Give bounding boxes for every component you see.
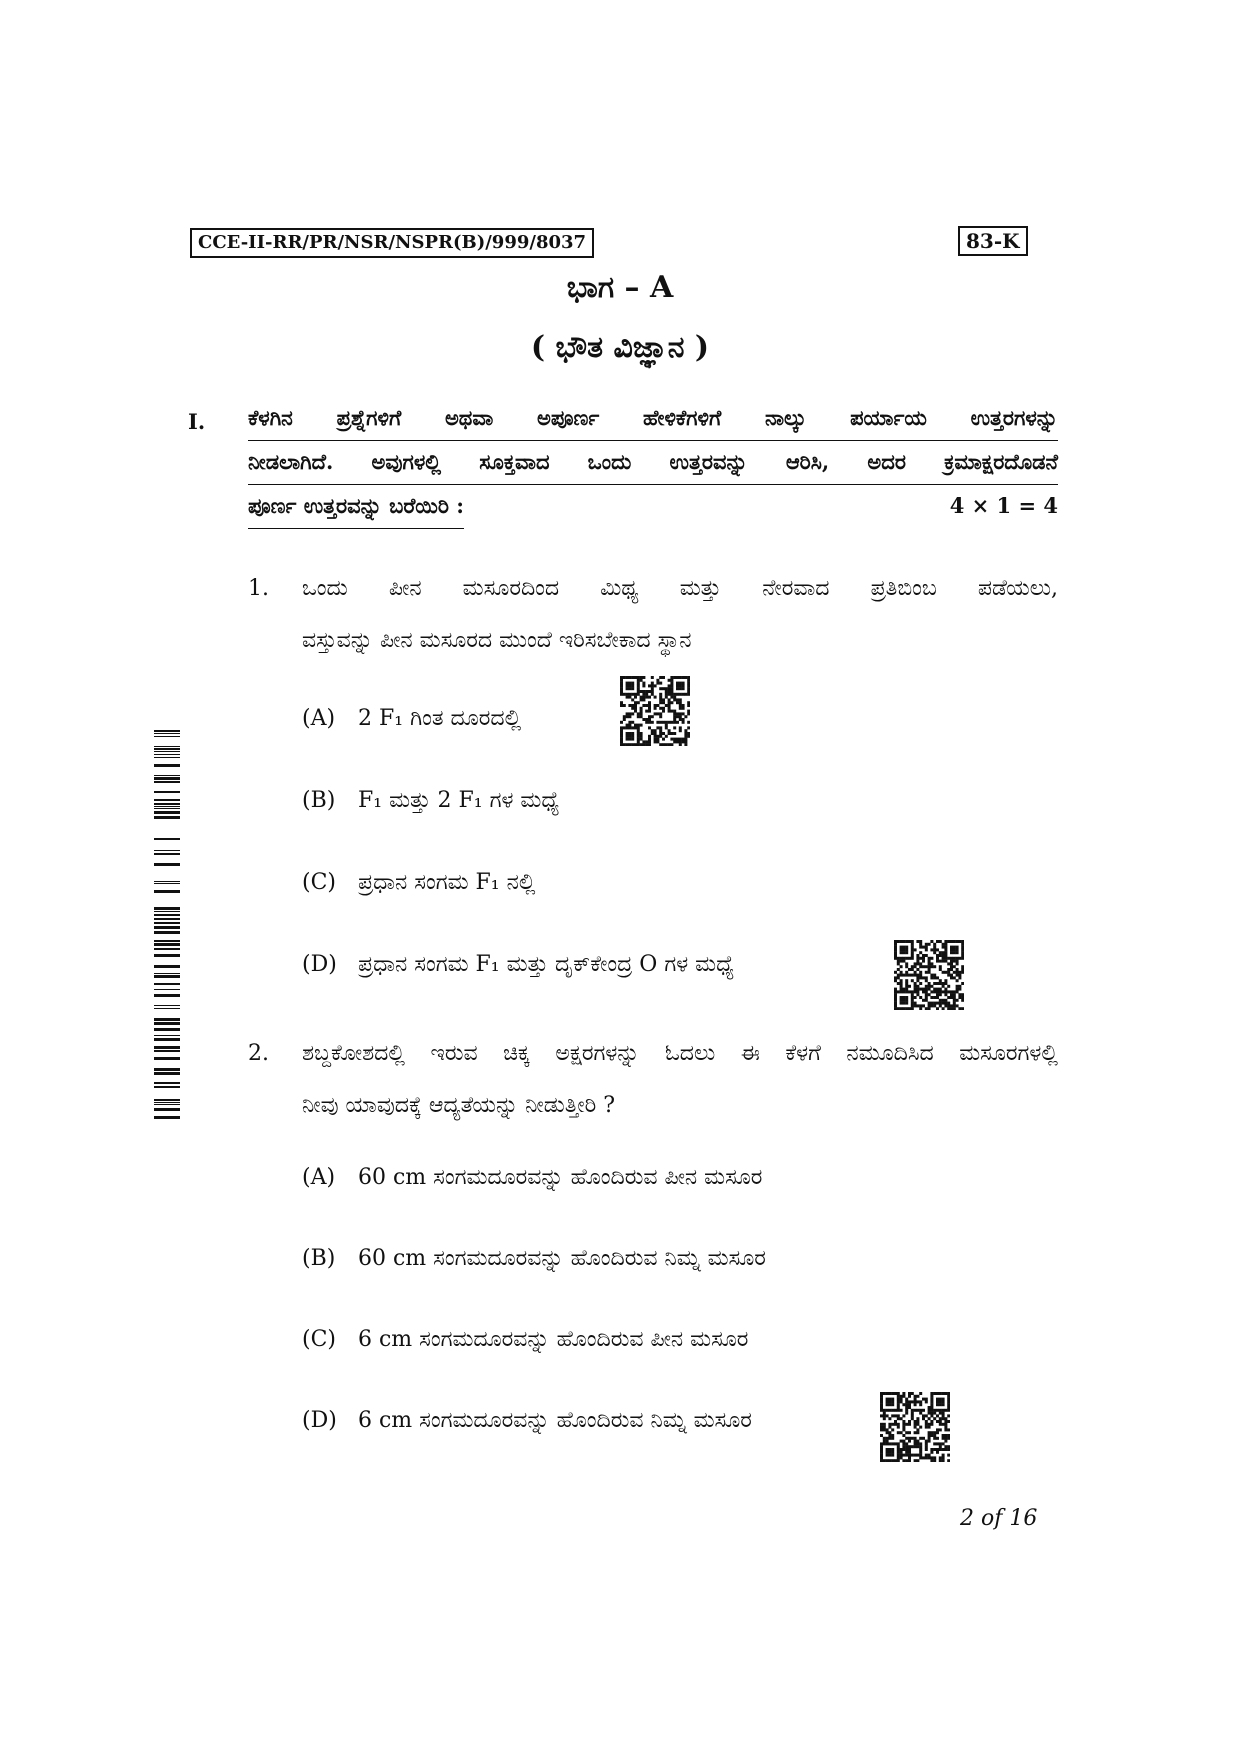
question-1-option-d	[302, 952, 734, 977]
instruction-marks: 4 × 1 = 4	[949, 493, 1058, 518]
option-text: ಪ್ರಧಾನ ಸಂಗಮ F₁ ಮತ್ತು ದೃಕ್‌ಕೇಂದ್ರ O ಗಳ ಮಧ್ಯೆ	[358, 952, 735, 977]
qr-code-icon	[894, 940, 964, 1010]
question-1-option-b	[302, 788, 559, 813]
option-text: ಪ್ರಧಾನ ಸಂಗಮ F₁ ನಲ್ಲಿ	[358, 870, 536, 895]
barcode-icon	[154, 730, 180, 1120]
question-1-number: 1.	[248, 576, 269, 601]
option-label: (C)	[302, 1327, 336, 1352]
question-2-option-c	[302, 1327, 748, 1352]
qr-code-icon	[880, 1392, 950, 1462]
option-text: F₁ ಮತ್ತು 2 F₁ ಗಳ ಮಧ್ಯೆ	[358, 788, 560, 813]
option-text: 6 cm ಸಂಗಮದೂರವನ್ನು ಹೊಂದಿರುವ ನಿಮ್ನ ಮಸೂರ	[358, 1408, 752, 1433]
qr-code-icon	[620, 676, 690, 746]
section-title: ಭಾಗ – A	[566, 270, 674, 305]
instruction-line-3: ಪೂರ್ಣ ಉತ್ತರವನ್ನು ಬರೆಯಿರಿ :	[248, 484, 464, 529]
section-subtitle: ( ಭೌತ ವಿಜ್ಞಾನ )	[530, 330, 710, 365]
question-2-number: 2.	[248, 1041, 269, 1066]
paper-code: CCE-II-RR/PR/NSR/NSPR(B)/999/8037	[190, 228, 594, 258]
option-label: (D)	[302, 1408, 337, 1433]
instruction-number: I.	[188, 409, 206, 434]
instruction-line-3-row	[248, 484, 1058, 528]
instruction-line-1: ಕೆಳಗಿನ ಪ್ರಶ್ನೆಗಳಿಗೆ ಅಥವಾ ಅಪೂರ್ಣ ಹೇಳಿಕೆಗಳಿಗೆ ನಾಲ್ಕು ಪರ್ಯಾಯ ಉತ್ತರಗಳನ್ನು	[248, 396, 1058, 441]
option-label: (D)	[302, 952, 337, 977]
option-label: (C)	[302, 870, 336, 895]
question-1-option-c	[302, 870, 535, 895]
page-number: 2 of 16	[960, 1506, 1038, 1531]
option-text: 60 cm ಸಂಗಮದೂರವನ್ನು ಹೊಂದಿರುವ ಪೀನ ಮಸೂರ	[358, 1165, 763, 1190]
question-2-line-1: ಶಬ್ದಕೋಶದಲ್ಲಿ ಇರುವ ಚಿಕ್ಕ ಅಕ್ಷರಗಳನ್ನು ಓದಲು ಈ ಕೆಳಗೆ ನಮೂದಿಸಿದ ಮಸೂರಗಳಲ್ಲಿ	[302, 1041, 1058, 1066]
instruction-line-2: ನೀಡಲಾಗಿದೆ. ಅವುಗಳಲ್ಲಿ ಸೂಕ್ತವಾದ ಒಂದು ಉತ್ತರವನ್ನು ಆರಿಸಿ, ಅದರ ಕ್ರಮಾಕ್ಷರದೊಡನೆ	[248, 440, 1058, 485]
question-1-line-2: ವಸ್ತುವನ್ನು ಪೀನ ಮಸೂರದ ಮುಂದೆ ಇರಿಸಬೇಕಾದ ಸ್ಥಾನ	[302, 628, 692, 653]
question-2-option-b	[302, 1246, 766, 1271]
option-label: (A)	[302, 706, 336, 731]
option-text: 6 cm ಸಂಗಮದೂರವನ್ನು ಹೊಂದಿರುವ ಪೀನ ಮಸೂರ	[358, 1327, 749, 1352]
option-label: (A)	[302, 1165, 336, 1190]
question-2-option-d	[302, 1408, 752, 1433]
option-text: 2 F₁ ಗಿಂತ ದೂರದಲ್ಲಿ	[358, 706, 522, 731]
paper-number: 83-K	[958, 226, 1028, 256]
question-2-option-a	[302, 1165, 762, 1190]
question-1-option-a	[302, 706, 521, 731]
question-1-line-1: ಒಂದು ಪೀನ ಮಸೂರದಿಂದ ಮಿಥ್ಯ ಮತ್ತು ನೇರವಾದ ಪ್ರತಿಬಿಂಬ ಪಡೆಯಲು,	[302, 576, 1058, 601]
option-label: (B)	[302, 1246, 336, 1271]
question-2-line-2: ನೀವು ಯಾವುದಕ್ಕೆ ಆದ್ಯತೆಯನ್ನು ನೀಡುತ್ತೀರಿ ?	[302, 1093, 616, 1118]
option-text: 60 cm ಸಂಗಮದೂರವನ್ನು ಹೊಂದಿರುವ ನಿಮ್ನ ಮಸೂರ	[358, 1246, 766, 1271]
option-label: (B)	[302, 788, 336, 813]
